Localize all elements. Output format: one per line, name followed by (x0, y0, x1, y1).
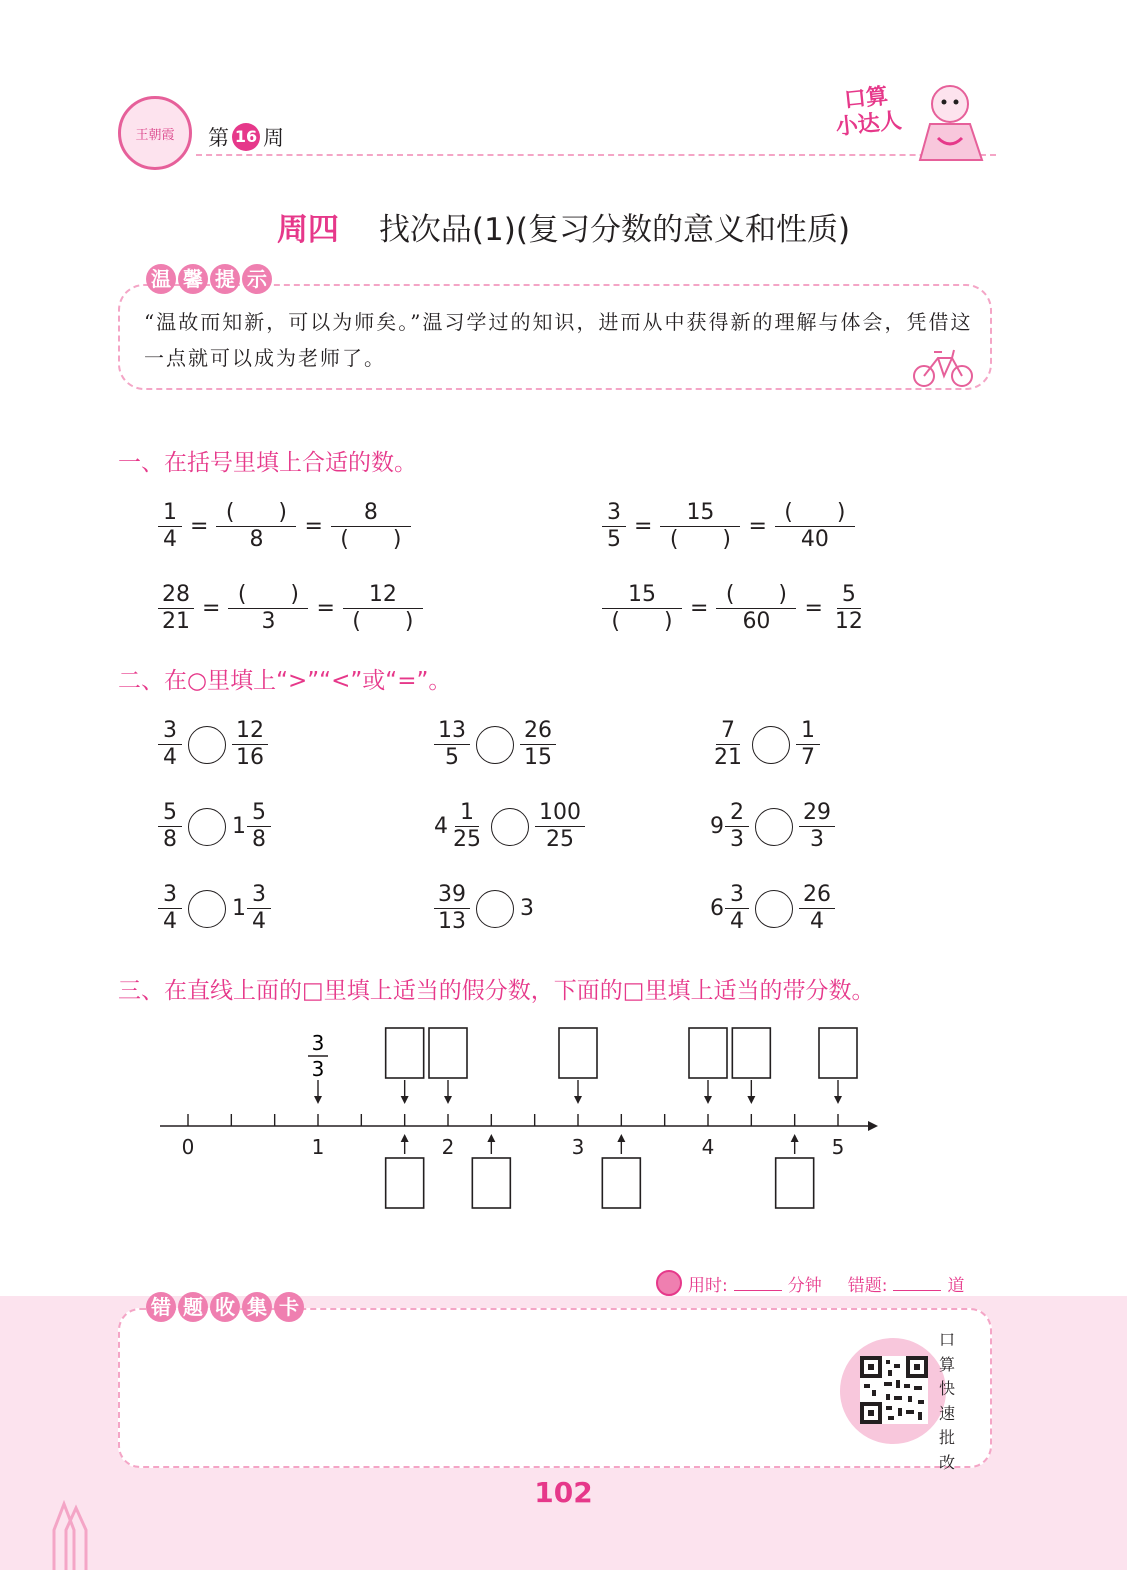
time-label: 用时: (688, 1275, 728, 1296)
fraction: $\frac{3}{4}$ (725, 882, 749, 935)
fraction: $\frac{100}{25}$ (535, 800, 585, 853)
fraction: $\frac{15}{( )}$ (660, 500, 740, 553)
mixed-number-box[interactable] (386, 1158, 424, 1208)
card-label-char: 集 (242, 1292, 272, 1322)
tick-label: 2 (441, 1135, 455, 1159)
fraction: $\frac{2}{3}$ (725, 800, 749, 853)
answer-circle[interactable] (476, 726, 514, 764)
up-arrow-head (617, 1134, 625, 1142)
improper-fraction-box[interactable] (559, 1028, 597, 1078)
fraction: $\frac{26}{4}$ (799, 882, 835, 935)
card-label-char: 错 (146, 1292, 176, 1322)
tip-label-char: 示 (242, 264, 272, 294)
fraction: $\frac{5}{12}$ (834, 582, 863, 634)
fraction: $\frac{( )}{8}$ (216, 500, 296, 553)
tip-label-char: 温 (146, 264, 176, 294)
improper-fraction-box[interactable] (689, 1028, 727, 1078)
fraction: $\frac{26}{15}$ (520, 718, 556, 771)
answer-blank[interactable]: ( ) (216, 500, 296, 527)
fraction: $\frac{15}{( )}$ (602, 582, 682, 635)
comparison-item (158, 718, 268, 771)
time-blank[interactable] (734, 1275, 782, 1291)
fraction: $\frac{12}{( )}$ (343, 582, 423, 635)
mixed-number-box[interactable] (602, 1158, 640, 1208)
comparison-item (434, 882, 534, 935)
card-label-char: 题 (178, 1292, 208, 1322)
qr-caption: 口 算 快 速 批 改 (938, 1330, 955, 1472)
answer-blank[interactable]: ( ) (775, 500, 855, 527)
week-suffix: 周 (263, 126, 284, 150)
tick-label: 3 (571, 1135, 585, 1159)
down-arrow-head (444, 1096, 452, 1104)
tick-label: 4 (701, 1135, 715, 1159)
title-topic: 找次品(1)(复习分数的意义和性质) (378, 212, 851, 248)
equals-sign: = (748, 514, 767, 539)
down-arrow-head (834, 1096, 842, 1104)
fraction: $\frac{1}{25}$ (453, 800, 481, 852)
brand-logo (829, 82, 907, 151)
example-numerator: 3 (311, 1031, 325, 1055)
fraction: $\frac{3}{5}$ (602, 500, 626, 553)
down-arrow-head (401, 1096, 409, 1104)
tip-text: “温故而知新，可以为师矣。”温习学过的知识，进而从中获得新的理解与体会，凭借这一点就可以成为老师了。 (144, 310, 973, 370)
errors-unit: 道 (947, 1275, 965, 1296)
fraction: $\frac{5}{8}$ (158, 800, 182, 853)
improper-fraction-box[interactable] (386, 1028, 424, 1078)
comparison-item (710, 800, 835, 853)
header-divider (196, 154, 996, 156)
publisher-seal-logo (118, 96, 192, 170)
comparison-item (710, 882, 835, 935)
week-label (208, 122, 284, 152)
week-prefix: 第 (208, 126, 229, 150)
fraction: $\frac{13}{5}$ (434, 718, 470, 771)
fraction: $\frac{5}{8}$ (247, 800, 271, 853)
title-day: 周四 (276, 212, 339, 248)
fraction: $\frac{3}{4}$ (158, 882, 182, 935)
card-label-char: 卡 (274, 1292, 304, 1322)
equals-sign: = (316, 596, 335, 621)
answer-circle[interactable] (491, 808, 529, 846)
comparison-item (158, 882, 271, 935)
time-errors-line (656, 1270, 964, 1296)
fraction: $\frac{3}{4}$ (247, 882, 271, 935)
brand-line-1: 口算 (842, 83, 890, 114)
fraction: $\frac{8}{( )}$ (331, 500, 411, 553)
page-number: 102 (534, 1476, 593, 1509)
equation-4 (602, 582, 867, 635)
fraction: $\frac{29}{3}$ (799, 800, 835, 853)
fraction: $\frac{( )}{60}$ (716, 582, 796, 635)
equals-sign: = (690, 596, 709, 621)
fraction: $\frac{1}{7}$ (796, 718, 820, 771)
number-line (150, 1020, 890, 1220)
answer-blank[interactable]: ( ) (669, 527, 732, 552)
card-label-char: 收 (210, 1292, 240, 1322)
bicycle-icon (912, 346, 974, 388)
example-denominator: 3 (311, 1057, 325, 1081)
arrow-decoration-icon (50, 1500, 90, 1570)
up-arrow-head (791, 1134, 799, 1142)
fraction: $\frac{( )}{40}$ (775, 500, 855, 553)
answer-circle[interactable] (476, 890, 514, 928)
down-arrow-head (747, 1096, 755, 1104)
answer-circle[interactable] (188, 808, 226, 846)
fraction: $\frac{28}{21}$ (158, 582, 194, 635)
whole-part: 9 (710, 814, 724, 839)
answer-circle[interactable] (188, 890, 226, 928)
improper-fraction-box[interactable] (429, 1028, 467, 1078)
qr-code-icon[interactable] (860, 1356, 928, 1424)
up-arrow-head (401, 1134, 409, 1142)
seal-text: 王朝霞 (135, 127, 175, 143)
answer-circle[interactable] (752, 726, 790, 764)
equals-sign: = (304, 514, 323, 539)
whole-part: 4 (434, 814, 448, 839)
improper-fraction-box[interactable] (732, 1028, 770, 1078)
fraction: $\frac{39}{13}$ (434, 882, 470, 935)
up-arrow-head (487, 1134, 495, 1142)
answer-blank[interactable]: ( ) (228, 582, 308, 609)
fraction: $\frac{7}{21}$ (714, 718, 742, 770)
equals-sign: = (202, 596, 221, 621)
mixed-number-box[interactable] (776, 1158, 814, 1208)
answer-blank[interactable]: ( ) (716, 582, 796, 609)
whole-part: 1 (232, 814, 246, 839)
section-3-title: 三、在直线上面的□里填上适当的假分数，下面的□里填上适当的带分数。 (118, 978, 875, 1004)
integer-value: 3 (520, 896, 534, 921)
section-2-title: 二、在○里填上“>”“<”或“=”。 (118, 668, 452, 694)
axis-arrowhead (868, 1121, 878, 1131)
tip-label (146, 264, 272, 294)
answer-circle[interactable] (188, 726, 226, 764)
fraction: $\frac{1}{4}$ (158, 500, 182, 553)
improper-fraction-box[interactable] (819, 1028, 857, 1078)
tip-label-char: 提 (210, 264, 240, 294)
card-label (146, 1292, 304, 1322)
answer-circle[interactable] (755, 808, 793, 846)
equation-3 (158, 582, 423, 635)
time-unit: 分钟 (787, 1275, 822, 1296)
answer-blank[interactable]: ( ) (340, 527, 402, 552)
fraction: $\frac{( )}{3}$ (228, 582, 308, 635)
fraction: $\frac{12}{16}$ (232, 718, 268, 771)
down-arrow-head (704, 1096, 712, 1104)
errors-blank[interactable] (893, 1275, 941, 1291)
equals-sign: = (190, 514, 209, 539)
whole-part: 1 (232, 896, 246, 921)
mascot-illustration (908, 80, 998, 168)
down-arrow-head (574, 1096, 582, 1104)
equation-2 (602, 500, 855, 553)
equation-1 (158, 500, 411, 553)
comparison-item (158, 800, 271, 853)
answer-blank[interactable]: ( ) (352, 609, 414, 634)
tip-label-char: 馨 (178, 264, 208, 294)
tick-label: 1 (311, 1135, 325, 1159)
page-title (0, 204, 1127, 249)
fraction: $\frac{3}{4}$ (158, 718, 182, 771)
section-1-title: 一、在括号里填上合适的数。 (118, 450, 417, 476)
errors-label: 错题: (847, 1275, 888, 1296)
brand-line-2: 小达人 (834, 108, 903, 141)
comparison-item (434, 800, 585, 853)
answer-circle[interactable] (755, 890, 793, 928)
stopwatch-icon (656, 1270, 682, 1296)
mixed-number-box[interactable] (472, 1158, 510, 1208)
tick-label: 0 (181, 1135, 195, 1159)
answer-blank[interactable]: ( ) (611, 609, 673, 634)
whole-part: 6 (710, 896, 724, 921)
equals-sign: = (634, 514, 653, 539)
comparison-item (710, 718, 820, 771)
week-number-badge: 16 (232, 123, 260, 151)
tick-label: 5 (831, 1135, 845, 1159)
equals-sign: = (804, 596, 823, 621)
comparison-item (434, 718, 556, 771)
down-arrow-head (314, 1096, 322, 1104)
